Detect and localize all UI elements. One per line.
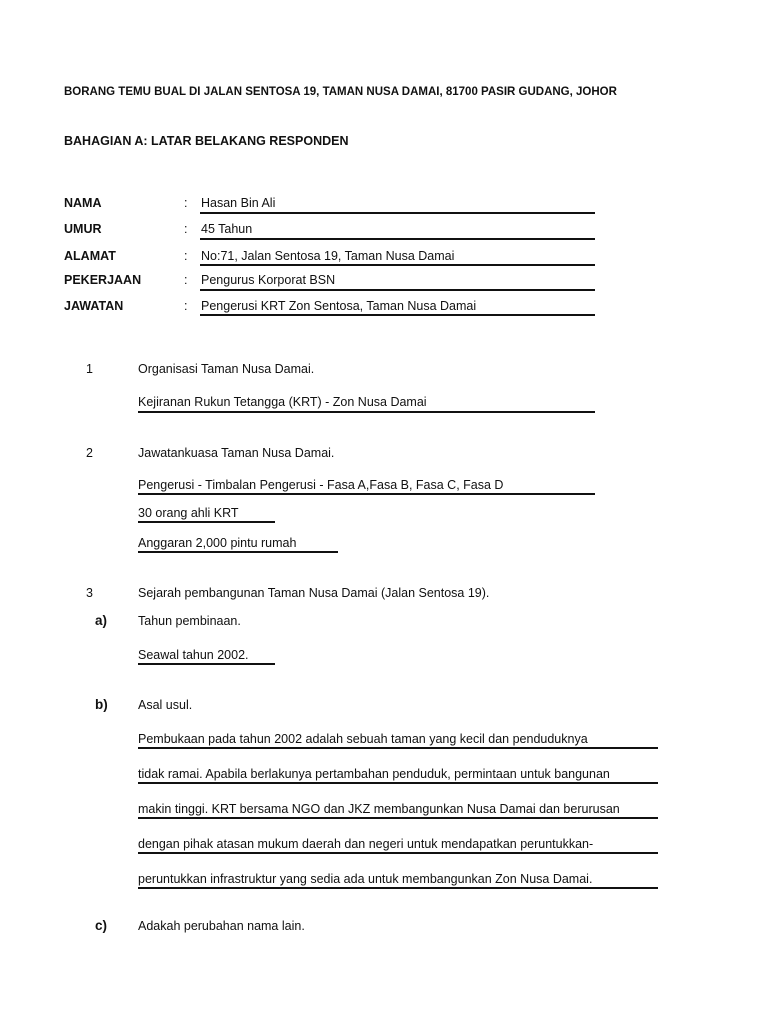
answer-text: dengan pihak atasan mukum daerah dan negeri untuk mendapatkan peruntukkan- [138, 837, 594, 851]
question-text: Organisasi Taman Nusa Damai. [138, 362, 315, 376]
field-label-umur: UMUR [64, 222, 102, 236]
underline [138, 521, 275, 523]
field-label-pekerjaan: PEKERJAAN [64, 273, 142, 287]
field-separator: : [184, 249, 188, 263]
underline [138, 887, 658, 889]
underline [138, 663, 275, 665]
underline [138, 782, 658, 784]
field-value-alamat: No:71, Jalan Sentosa 19, Taman Nusa Damai [201, 249, 455, 263]
field-value-umur: 45 Tahun [201, 222, 253, 236]
underline [200, 314, 595, 316]
answer-text: Kejiranan Rukun Tetangga (KRT) - Zon Nusa Damai [138, 395, 427, 409]
answer-text: makin tinggi. KRT bersama NGO dan JKZ membangunkan Nusa Damai dan berurusan [138, 802, 620, 816]
underline [200, 289, 595, 291]
section-heading: BAHAGIAN A: LATAR BELAKANG RESPONDEN [64, 134, 349, 148]
field-label-alamat: ALAMAT [64, 249, 116, 263]
field-value-nama: Hasan Bin Ali [201, 196, 276, 210]
answer-text: Pembukaan pada tahun 2002 adalah sebuah taman yang kecil dan penduduknya [138, 732, 588, 746]
question-text: Jawatankuasa Taman Nusa Damai. [138, 446, 335, 460]
subquestion-letter: b) [95, 697, 108, 712]
subquestion-text: Asal usul. [138, 698, 193, 712]
field-separator: : [184, 299, 188, 313]
answer-text: tidak ramai. Apabila berlakunya pertambahan penduduk, permintaan untuk bangunan [138, 767, 610, 781]
field-label-nama: NAMA [64, 196, 102, 210]
answer-text: 30 orang ahli KRT [138, 506, 239, 520]
field-value-jawatan: Pengerusi KRT Zon Sentosa, Taman Nusa Damai [201, 299, 477, 313]
underline [138, 551, 338, 553]
subquestion-letter: c) [95, 918, 108, 933]
underline [200, 264, 595, 266]
form-title: BORANG TEMU BUAL DI JALAN SENTOSA 19, TAMAN NUSA DAMAI, 81700 PASIR GUDANG, JOHOR [64, 86, 617, 98]
question-text: Sejarah pembangunan Taman Nusa Damai (Jalan Sentosa 19). [138, 586, 490, 600]
question-number: 1 [86, 362, 93, 376]
answer-text: Pengerusi - Timbalan Pengerusi - Fasa A,Fasa B, Fasa C, Fasa D [138, 478, 504, 492]
field-separator: : [184, 196, 188, 210]
underline [138, 411, 595, 413]
underline [138, 493, 595, 495]
underline [138, 747, 658, 749]
underline [200, 238, 595, 240]
underline [138, 817, 658, 819]
answer-text: Seawal tahun 2002. [138, 648, 249, 662]
underline [200, 212, 595, 214]
field-separator: : [184, 273, 188, 287]
answer-text: Anggaran 2,000 pintu rumah [138, 536, 297, 550]
field-separator: : [184, 222, 188, 236]
question-number: 2 [86, 446, 93, 460]
field-label-jawatan: JAWATAN [64, 299, 124, 313]
subquestion-letter: a) [95, 613, 108, 628]
subquestion-text: Adakah perubahan nama lain. [138, 919, 305, 933]
field-value-pekerjaan: Pengurus Korporat BSN [201, 273, 336, 287]
subquestion-text: Tahun pembinaan. [138, 614, 241, 628]
question-number: 3 [86, 586, 93, 600]
underline [138, 852, 658, 854]
answer-text: peruntukkan infrastruktur yang sedia ada untuk membangunkan Zon Nusa Damai. [138, 872, 593, 886]
